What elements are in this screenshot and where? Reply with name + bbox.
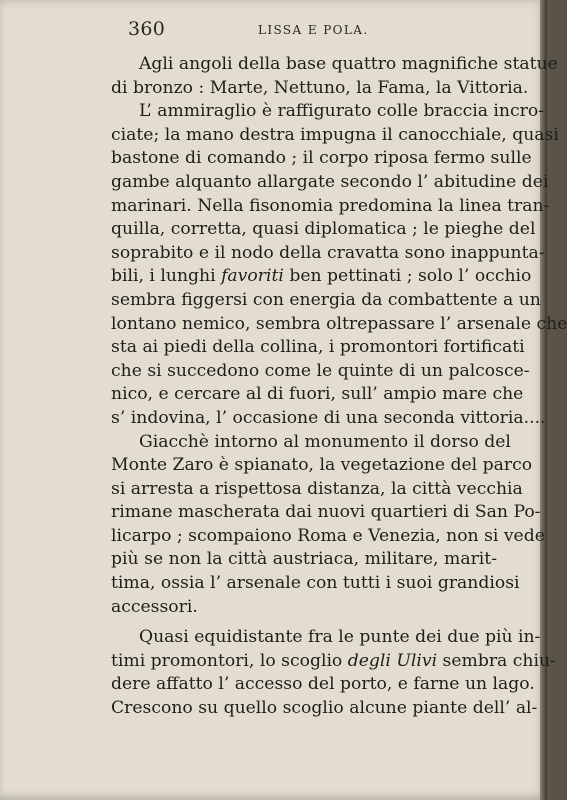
text-run: accessori. — [111, 596, 198, 617]
text-run: bili, i lunghi — [111, 266, 222, 287]
text-run: Agli angoli della base quattro magnifiche statue — [139, 54, 558, 74]
text-run: Monte Zaro è spianato, la vegetazione del parco — [111, 455, 533, 476]
running-head: LISSA E POLA. — [258, 23, 369, 37]
text-line — [111, 77, 529, 101]
text-run: dere affatto l’ accesso del porto, e farne un lago. — [111, 674, 535, 695]
text-line — [111, 650, 556, 674]
text-line — [111, 360, 530, 384]
italic-text: favoriti — [221, 266, 284, 287]
text-run: marinari. Nella fisonomia predomina la linea tran- — [111, 195, 550, 216]
text-run: che si succedono come le quinte di un palcosce- — [111, 360, 530, 381]
body-text — [111, 53, 567, 721]
text-run: soprabito e il nodo della cravatta sono inappunta- — [111, 242, 545, 263]
text-line — [111, 195, 550, 219]
text-line — [111, 454, 533, 478]
text-line — [111, 100, 544, 124]
text-run: sembra chiu- — [437, 650, 556, 671]
text-line — [111, 673, 535, 697]
text-line — [111, 147, 532, 171]
text-line — [111, 289, 541, 313]
text-line — [111, 242, 545, 266]
text-run: lontano nemico, sembra oltrepassare l’ arsenale che — [111, 313, 567, 334]
text-line — [111, 501, 541, 525]
text-line — [111, 53, 558, 77]
text-line — [111, 525, 545, 549]
text-run: ben pettinati ; solo l’ occhio — [283, 266, 532, 287]
text-run: si arresta a rispettosa distanza, la città vecchia — [111, 478, 523, 499]
text-line — [111, 626, 541, 650]
text-run: Quasi equidistante fra le punte dei due più in- — [139, 627, 541, 648]
text-run: L’ ammiraglio è raffigurato colle braccia incro- — [139, 101, 544, 122]
text-line — [111, 171, 549, 195]
text-line — [111, 697, 538, 721]
text-line — [111, 572, 520, 596]
text-line — [111, 478, 523, 502]
text-run: licarpo ; scompaiono Roma e Venezia, non si vede — [111, 525, 545, 546]
text-run: quilla, corretta, quasi diplomatica ; le pieghe del — [111, 219, 536, 240]
text-run: Crescono su quello scoglio alcune piante dell’ al- — [111, 698, 538, 719]
text-run: ciate; la mano destra impugna il canocchiale, quasi — [111, 124, 559, 145]
text-run: sembra figgersi con energia da combattente a un — [111, 289, 541, 310]
italic-text: degli Ulivi — [347, 650, 438, 671]
page-header — [128, 18, 510, 42]
text-line — [111, 548, 497, 572]
text-line — [111, 431, 511, 455]
text-line — [111, 336, 525, 360]
text-run: sta ai piedi della collina, i promontori fortificati — [111, 337, 525, 358]
text-run: timi promontori, lo scoglio — [111, 650, 348, 671]
text-line — [111, 218, 536, 242]
text-run: nico, e cercare al di fuori, sull’ ampio mare che — [111, 384, 524, 405]
text-line — [111, 124, 559, 148]
text-line — [111, 407, 546, 431]
text-line — [111, 265, 532, 289]
text-run: Giacchè intorno al monumento il dorso del — [139, 431, 511, 452]
text-run: tima, ossia l’ arsenale con tutti i suoi grandiosi — [111, 573, 520, 594]
page-number: 360 — [128, 18, 166, 40]
text-run: rimane mascherata dai nuovi quartieri di San Po- — [111, 502, 541, 523]
text-line — [111, 313, 567, 337]
text-run: più se non la città austriaca, militare, marit- — [111, 549, 497, 570]
text-line — [111, 383, 524, 407]
text-run: s’ indovina, l’ occasione di una seconda vittoria.... — [111, 407, 546, 428]
text-run: bastone di comando ; il corpo riposa fermo sulle — [111, 148, 532, 169]
text-run: di bronzo : Marte, Nettuno, la Fama, la Vittoria. — [111, 77, 529, 98]
text-run: gambe alquanto allargate secondo l’ abitudine dei — [111, 171, 549, 192]
text-line — [111, 596, 497, 620]
